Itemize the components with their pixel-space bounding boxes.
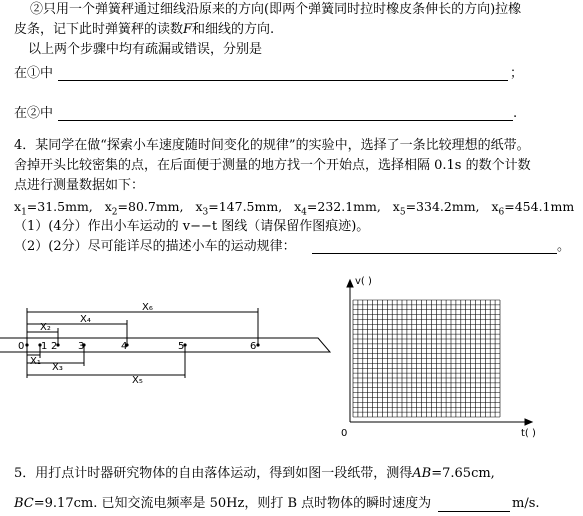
measurement-x4: $x_4=232.1mm$,	[294, 199, 381, 218]
tape-point-2: 2	[51, 341, 58, 352]
vt-grid-graph[interactable]	[335, 272, 565, 442]
var-bc: BC	[14, 496, 34, 511]
q4-line-2: 舍掉开头比较密集的点，在后面便于测量的地方找一个开始点，选择相隔 0.1s 的数个计数	[14, 158, 531, 173]
var-f: F	[183, 22, 193, 37]
tape-point-4: 4	[121, 341, 128, 352]
graph-y-label: v( )	[355, 276, 372, 287]
tape-label-x3: X₃	[52, 362, 63, 373]
measurement-x2: $x_2=80.7mm$,	[104, 199, 184, 218]
graph-x-label: t( )	[521, 428, 536, 439]
q4-part-2: （2）(2分）尽可能详尽的描述小车的运动规律：	[14, 239, 296, 254]
answer-2-label: 在②中	[14, 106, 54, 121]
tape-point-3: 3	[78, 341, 85, 352]
prev-line-3: 以上两个步骤中均有疏漏或错误，分别是	[28, 42, 263, 57]
q4-line-3: 点进行测量数据如下：	[14, 178, 145, 193]
tape-label-x1: X₁	[30, 356, 41, 367]
q4-line-1: 4．某同学在做“探索小车速度随时间变化的规律”的实验中，选择了一条比较理想的纸带。	[14, 138, 530, 153]
answer-1-end: ；	[510, 66, 524, 81]
q4-part-2-end: 。	[557, 239, 571, 254]
tape-point-6: 6	[250, 341, 257, 352]
prev-line-2a: 皮条，记下此时弹簧秤的读数	[14, 22, 184, 37]
tape-point-5: 5	[178, 341, 185, 352]
q4-part-1: （1）(4分）作出小车运动的 v−−t 图线（请保留作图痕迹)。	[14, 219, 370, 234]
paper-tape-diagram	[0, 300, 340, 420]
tape-label-x4: X₄	[80, 314, 91, 325]
tape-point-1: 1	[41, 341, 48, 352]
q5-line-1: 5．用打点计时器研究物体的自由落体运动，得到如图一段纸带，测得AB=7.65cm,	[14, 466, 495, 481]
tape-label-x6: X₆	[142, 302, 153, 313]
measurement-x5: $x_5=334.2mm$,	[392, 199, 480, 218]
tape-label-x2: X₂	[40, 322, 51, 333]
q5-answer-blank[interactable]	[438, 511, 510, 512]
answer-2-end: .	[513, 106, 518, 121]
measurement-x1: $x_1=31.5mm$,	[14, 199, 93, 218]
prev-line-2b: 和细线的方向.	[192, 22, 275, 37]
graph-origin: 0	[341, 428, 348, 439]
prev-line-1: ②只用一个弹簧秤通过细线沿原来的方向(即两个弹簧同时拉时橡皮条伸长的方向)拉橡	[30, 2, 522, 17]
measurement-x6: $x_6=454.1mm$	[491, 199, 575, 218]
measurement-x3: $x_3=147.5mm$,	[195, 199, 283, 218]
answer-2-blank[interactable]	[58, 120, 513, 121]
q5-line-2: BC=9.17cm. 已知交流电频率是 50Hz，则打 B 点时物体的瞬时速度为	[14, 496, 432, 511]
tape-point-0: 0	[18, 341, 25, 352]
var-ab: AB	[412, 466, 432, 481]
q4-part-2-blank[interactable]	[312, 253, 557, 254]
prev-line-2	[14, 22, 274, 38]
q5-line-2-end: m/s.	[512, 496, 540, 511]
measurement-row	[14, 199, 575, 218]
tape-label-x5: X₅	[132, 375, 143, 386]
answer-1-label: 在①中	[14, 66, 54, 81]
answer-1-blank[interactable]	[58, 80, 508, 81]
